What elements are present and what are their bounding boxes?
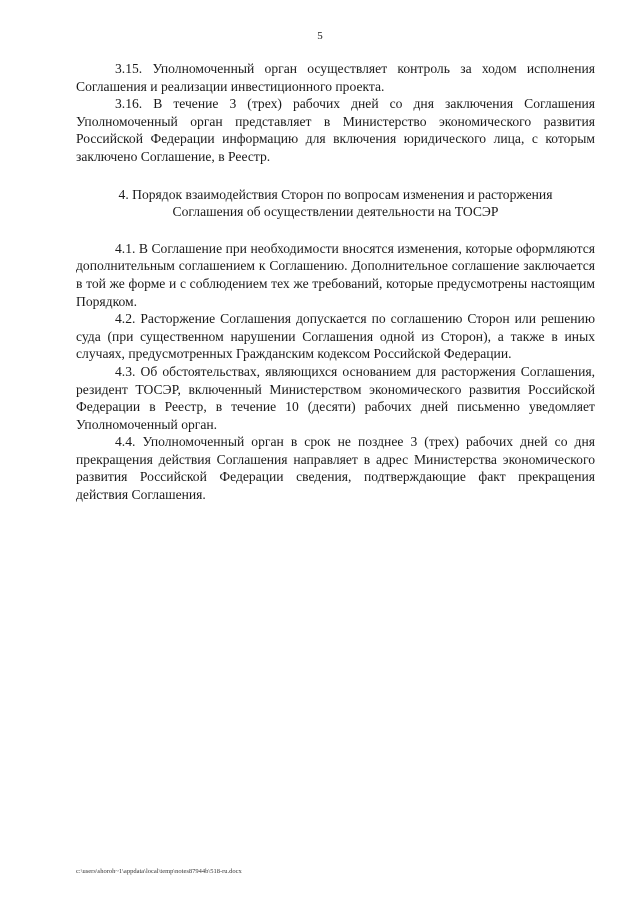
paragraph-4-2: 4.2. Расторжение Соглашения допускается по соглашению Сторон или решению суда (при существенном нарушении Соглашения одной из Сторон), а также в иных случаях, предусмотренных Гражданским кодексом Российской Федерации.	[76, 311, 595, 362]
section-heading	[76, 186, 595, 221]
page-number: 5	[317, 30, 323, 42]
paragraph-4-1: 4.1. В Соглашение при необходимости вносятся изменения, которые оформляются дополнительным соглашением к Соглашению. Дополнительное соглашение заключается в той же форме и с соблюдением тех же требований, которые предусмотрены настоящим Порядком.	[76, 240, 595, 309]
section-heading-line-2: Соглашения об осуществлении деятельности на ТОСЭР	[172, 204, 499, 220]
document-body	[76, 60, 595, 504]
paragraph-3-16: 3.16. В течение 3 (трех) рабочих дней со дня заключения Соглашения Уполномоченный орган представляет в Министерство экономического развития Российской Федерации информацию для включения юридического лица, с которым заключено Соглашение, в Реестр.	[76, 96, 595, 164]
footer-file-path: c:\users\shoroh~1\appdata\local\temp\notes87944b\518-ru.docx	[76, 868, 242, 875]
paragraph-4-3: 4.3. Об обстоятельствах, являющихся основанием для расторжения Соглашения, резидент ТОСЭР, включенный Министерством экономического развития Российской Федерации в Реестр, в течение 10 (десяти) рабочих дней письменно уведомляет Уполномоченный орган.	[76, 363, 595, 432]
paragraph-3-15: 3.15. Уполномоченный орган осуществляет контроль за ходом исполнения Соглашения и реализации инвестиционного проекта.	[76, 61, 595, 94]
section-heading-line-1: 4. Порядок взаимодействия Сторон по вопросам изменения и расторжения	[118, 186, 553, 202]
paragraph-4-4: 4.4. Уполномоченный орган в срок не позднее 3 (трех) рабочих дней со дня прекращения действия Соглашения направляет в адрес Министерства экономического развития Российской Федерации сведения, подтверждающие факт прекращения действия Соглашения.	[76, 434, 595, 503]
